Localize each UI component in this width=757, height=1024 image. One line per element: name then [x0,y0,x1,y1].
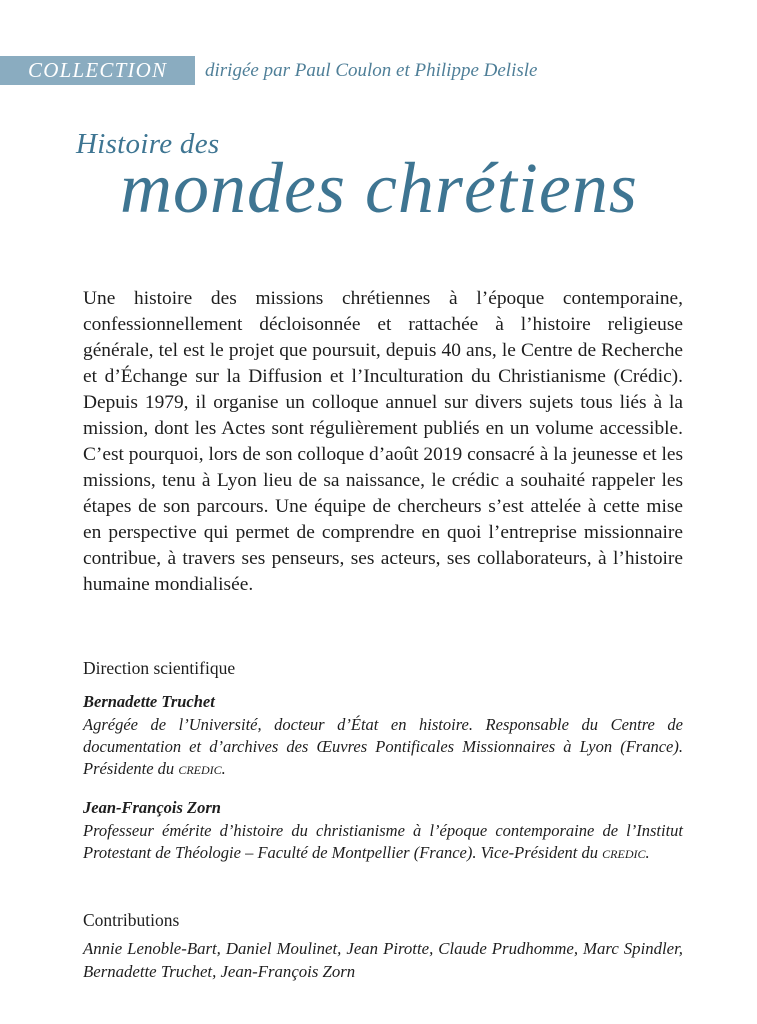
collection-label-box [0,56,195,85]
director-bio-1 [83,714,683,780]
collection-label: COLLECTION [28,58,168,82]
director-bio-1-text: Agrégée de l’Université, docteur d’État en histoire. Responsable du Centre de documentation et d’archives des Œuvres Pontificales Missionnaires à Lyon (France). Présidente du [83,715,683,778]
director-name-1: Bernadette Truchet [83,692,215,711]
director-bio-1-org: credic [178,759,222,778]
director-bio-2-end: . [645,843,650,862]
contributions-heading: Contributions [83,910,180,930]
director-bio-2-org: credic [602,843,646,862]
intro-paragraph: Une histoire des missions chrétiennes à l’époque contemporaine, confessionnellement décloisonnée et rattachée à l’histoire religieuse générale, tel est le projet que poursuit, depuis 40 ans, le Centre de Recherche et d’Échange sur la Diffusion et l’Inculturation du Christianisme (Crédic). Depuis 1979, il organise un colloque annuel sur divers sujets tous liés à la mission, dont les Actes sont régulièrement publiés en un volume accessible. C’est pourquoi, lors de son colloque d’août 2019 consacré à la jeunesse et les missions, tenu à Lyon lieu de sa naissance, le crédic a souhaité rappeler les étapes de son parcours. Une équipe de chercheurs s’est attelée à cette mise en perspective qui permet de comprendre en quoi l’entreprise missionnaire contribue, à travers ses penseurs, ses acteurs, ses collaborateurs, à l’histoire humaine mondialisée. [83,288,683,595]
director-bio-2-text: Professeur émérite d’histoire du christianisme à l’époque contemporaine de l’Institut Protestant de Théologie – Faculté de Montpellier (France). Vice-Président du [83,821,683,862]
direction-heading: Direction scientifique [83,658,236,678]
director-bio-2 [83,820,683,864]
series-title-line1: Histoire des [76,128,220,160]
collection-banner [0,56,537,85]
collection-editors: dirigée par Paul Coulon et Philippe Delisle [205,59,538,81]
director-bio-1-end: . [221,759,226,778]
contributors-list: Annie Lenoble-Bart, Daniel Moulinet, Jean Pirotte, Claude Prudhomme, Marc Spindler, Bernadette Truchet, Jean-François Zorn [83,939,683,981]
director-name-2: Jean-François Zorn [83,798,221,817]
series-title-line2: mondes chrétiens [120,148,638,228]
